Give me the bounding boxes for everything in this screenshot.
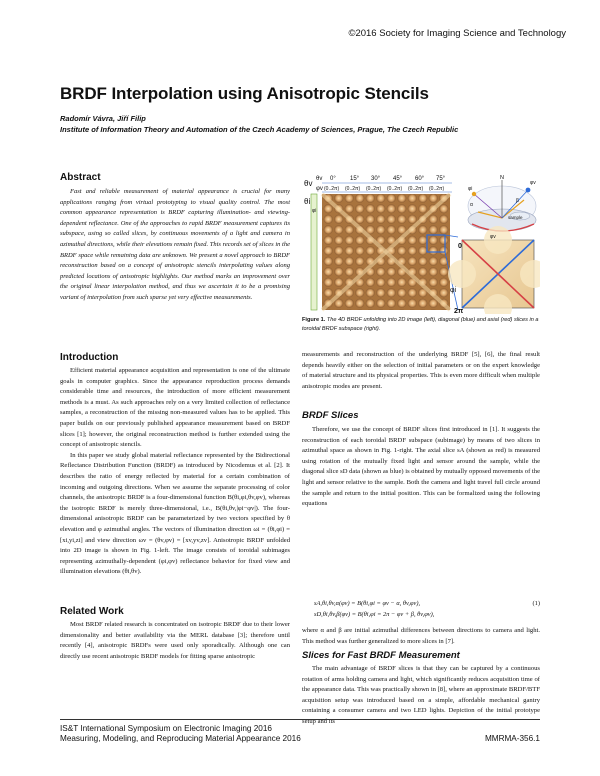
equation-line-2: sD,θi,θv,β(φv) = B(θi,φi = 2π − φv + β, θv,φv), bbox=[314, 611, 435, 618]
range-label: (0..2π) bbox=[429, 186, 445, 192]
equation-1 bbox=[314, 598, 540, 620]
fast-measurement-heading: Slices for Fast BRDF Measurement bbox=[302, 650, 460, 661]
figure-1 bbox=[302, 172, 540, 314]
theta-tick: 60° bbox=[415, 176, 425, 182]
abstract-section bbox=[60, 172, 290, 304]
copyright-notice: ©2016 Society for Imaging Science and Technology bbox=[348, 28, 566, 39]
theta-header bbox=[330, 176, 446, 182]
figure-caption-label: Figure 1. bbox=[302, 317, 326, 323]
equation-line-1: sA,θi,θv,α(φv) = B(θi,φi = φv − α, θv,φv), bbox=[314, 600, 421, 607]
range-label: (0..2π) bbox=[408, 186, 424, 192]
footer-line-1: IS&T International Symposium on Electronic Imaging 2016 bbox=[60, 724, 272, 733]
introduction-heading: Introduction bbox=[60, 352, 119, 363]
paper-authors: Radomír Vávra, Jiří Filip bbox=[60, 114, 146, 123]
after-equation bbox=[302, 626, 540, 647]
paper-title: BRDF Interpolation using Anisotropic Stencils bbox=[60, 84, 429, 103]
axis-theta-v-label: θv bbox=[316, 176, 323, 182]
phi-v-zoom-label: φv bbox=[490, 234, 496, 240]
right-column-top bbox=[302, 350, 540, 392]
sample-label: sample bbox=[508, 215, 523, 220]
phi-i-zoom-label: φi bbox=[450, 287, 457, 294]
toroidal-subspace-zoom bbox=[448, 226, 540, 314]
theta-tick: 0° bbox=[330, 176, 336, 182]
theta-tick: 45° bbox=[393, 176, 403, 182]
hemisphere-diagram bbox=[468, 175, 536, 231]
footer-venue bbox=[60, 724, 301, 744]
introduction-section bbox=[60, 352, 290, 578]
beta-label: β bbox=[516, 198, 519, 204]
axis-theta-i-label: θi bbox=[304, 197, 311, 206]
phi-i-axis-label: φi bbox=[312, 208, 317, 214]
range-label: (0..2π) bbox=[387, 186, 403, 192]
brdf-slices-heading: BRDF Slices bbox=[302, 410, 359, 421]
range-row bbox=[324, 186, 444, 192]
footer-paper-id: MMRMA-356.1 bbox=[484, 734, 540, 743]
range-label: (0..2π) bbox=[345, 186, 361, 192]
theta-tick: 30° bbox=[371, 176, 381, 182]
axis-phi-v-label: φv bbox=[316, 186, 323, 192]
related-work-section bbox=[60, 606, 290, 662]
range-label: (0..2π) bbox=[366, 186, 382, 192]
north-label: N bbox=[500, 175, 504, 181]
paper-affiliation: Institute of Information Theory and Automation of the Czech Academy of Sciences, Prague, The Czech Republic bbox=[60, 125, 459, 134]
related-work-paragraph: Most BRDF related research is concentrated on isotropic BRDF due to their lower dimensionality and better availability via the MERL database [3]; therefore until recently [4], anisotropic BRDFs were used only sporadically. Although one can directly use recent anisotropic BRDF models for fitting sparse anisotropic bbox=[60, 621, 290, 660]
figure-caption-text: The 4D BRDF unfolding into 2D image (left), diagonal (blue) and axial (red) slices in a toroidal BRDF subspace (right). bbox=[302, 317, 539, 332]
phi-v-right-label: φv bbox=[530, 180, 536, 186]
two-pi-label: 2π bbox=[454, 308, 464, 314]
theta-tick: 75° bbox=[436, 176, 446, 182]
alpha-label: α bbox=[470, 202, 473, 208]
introduction-paragraph-2: In this paper we study global material reflectance represented by the Bidirectional Reflectance Distribution Function (BRDF) as introduced by Nicodemus et al. [2]. It describes the ratio of energy reflected by material for a certain combination of incoming and outgoing directions. When we assume the separate processing of color channels, the anisotropic BRDF is a four-dimensional function B(θi,φi,θv,φv), whereas the isotropic BRDF is merely three-dimensional, i.e., B(θi,θv,|φi−φv|). The four-dimensional anisotropic BRDF can be parameterized by two vectors specified by θ elevation and φ azimuthal angles. The vectors of illumination direction ωi = (θi,φi) = [xi,yi,zi] and view direction ωv = (θv,φv) = [xv,yv,zv]. Anisotropic BRDF unfolded into 2D image is shown in Fig. 1-left. The image consists of toroidal subimages representing azimuthally-dependent (φi,φv) reflectance behavior for fixed view and illumination elevations (θi,θv). bbox=[60, 451, 290, 576]
zero-label: 0 bbox=[458, 243, 462, 250]
fast-measurement-section bbox=[302, 650, 540, 728]
theta-tick: 15° bbox=[350, 176, 360, 182]
abstract-heading: Abstract bbox=[60, 172, 101, 183]
abstract-text: Fast and reliable measurement of material appearance is crucial for many applications ranging from virtual prototyping to visual quality control. The most common appearance representation is BRDF capturing illumination- and viewing-dependent reflectance. One of the approaches to rapid BRDF measurement captures its subspace, using so called slices, by continuous movements of a light and camera in azimuthal directions, while their elevations remain fixed. This records set of slices in the BRDF space while remaining data are unknown. We present a novel approach to BRDF reconstruction based on a concept of anisotropic stencils interpolating values along predicted locations of anisotropic highlights. Our method marks an improvement over the original linear interpolation method, and thus we ascertain it to be a promising variant of interpolation from such sparse yet very effective measurements. bbox=[60, 188, 290, 301]
phi-i-right-label: φi bbox=[468, 186, 473, 192]
introduction-paragraph-1: Efficient material appearance acquisition and representation is one of the ultimate goals in computer graphics. Since the appearance reproduction process demands considerable time and resources, the introduction of more efficient measurement methods is a must. As such approaches rely on a very limited collection of reflectance samples, a reconstruction of the missing non-measured values has to be applied. This paper builds on our previously published appearance measurement based on BRDF slices [1]; however, the original reconstruction method is further extended using the concept of anisotropic stencils. bbox=[60, 367, 290, 449]
brdf-slices-section bbox=[302, 410, 540, 510]
equation-number: (1) bbox=[532, 600, 540, 607]
related-work-heading: Related Work bbox=[60, 606, 124, 617]
footer-line-2: Measuring, Modeling, and Reproducing Material Appearance 2016 bbox=[60, 734, 301, 743]
brdf-slices-paragraph: Therefore, we use the concept of BRDF slices first introduced in [1]. It suggests the reconstruction of each toroidal BRDF subspace (subimage) by means of two slices in azimuthal space as shown in Fig. 1-right. The axial slice sA (shown as red) is measured using rotation of the mutually fixed light and sensor around the sample, while the diagonal slice sD data (shown as blue) is obtained by mutually opposed movements of the light and sensor relative to the sample. Both the camera and light travel full circle around the sample and return to the initial position. This can be formalized using the following equations bbox=[302, 426, 540, 508]
range-label: (0..2π) bbox=[324, 186, 340, 192]
footer-rule bbox=[60, 719, 540, 720]
figure-1-caption bbox=[302, 316, 540, 333]
related-work-continued: measurements and reconstruction of the underlying BRDF [5], [6], the final result depends heavily either on the selection of initial parameters or on the expert knowledge of material structure and its physical properties. This is even more difficult when multiple anisotropic modes are present. bbox=[302, 351, 540, 390]
after-equation-text: where α and β are initial azimuthal differences between directions to camera and light. This method was further generalized to more slices in [7]. bbox=[302, 627, 540, 645]
fast-measurement-paragraph: The main advantage of BRDF slices is that they can be captured by a continuous rotation of arms holding camera and light, which significantly reduces acquisition time of the appearance data. This was practically shown in [8], where an approximate BRDF/BTF acquisition setup was introduced based on a simple, affordable mechanical gantry containing a consumer camera and two LED lights. Depiction of the initial prototype setup and its bbox=[302, 665, 540, 725]
axis-theta-v-top-label: θv bbox=[304, 179, 313, 188]
